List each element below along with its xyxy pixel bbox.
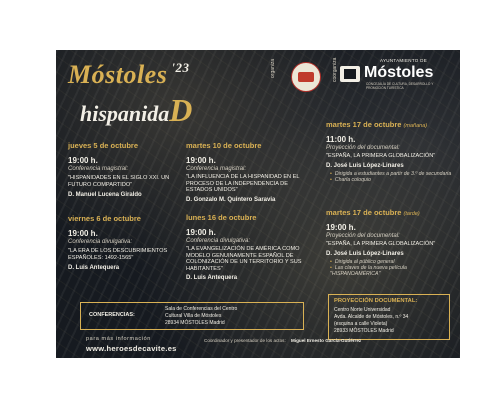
event-time: 19:00 h. (186, 228, 216, 237)
ayto-label: AYUNTAMIENTO DE (380, 58, 428, 63)
event-day: jueves 5 de octubre (68, 141, 139, 150)
title-line2: hispanida (80, 101, 170, 126)
event-day: martes 10 de octubre (186, 141, 262, 150)
event-oct17-afternoon (326, 208, 454, 277)
event-speaker: D. Gonzalo M. Quintero Saravia (186, 196, 276, 203)
title-line1: Móstoles (68, 60, 168, 89)
event-kind: Conferencia magistral: (68, 166, 129, 172)
event-oct10 (186, 141, 308, 203)
event-day (326, 120, 454, 129)
conf-line1: Sala de Conferencias del Centro (165, 306, 238, 312)
event-speaker: D. José Luis López-Linares (326, 250, 404, 257)
event-day-text: martes 17 de octubre (326, 120, 402, 129)
coordinator (204, 338, 361, 343)
event-title: "ESPAÑA, LA PRIMERA GLOBALIZACIÓN" (326, 241, 436, 247)
website-link[interactable]: www.heroesdecavite.es (86, 344, 177, 353)
event-title: "LA INFLUENCIA DE LA HISPANIDAD EN EL PROCESO DE LA INDEPENDENCIA DE ESTADOS UNIDOS" (186, 174, 300, 194)
event-day-note: (mañana) (403, 123, 428, 129)
event-day-text: martes 17 de octubre (326, 208, 402, 217)
event-speaker: D. Luis Antequera (68, 265, 120, 272)
event-time: 19:00 h. (68, 229, 98, 238)
info-label: para más información (86, 336, 151, 342)
event-oct6 (68, 214, 178, 271)
event-title: "LA ERA DE LOS DESCUBRIMIENTOS ESPAÑOLES: 1492-1565" (68, 248, 168, 261)
event-time: 19:00 h. (186, 156, 216, 165)
event-speaker: D. Luis Antequera (186, 275, 238, 282)
event-speaker: D. José Luis López-Linares (326, 162, 404, 169)
event-day: lunes 16 de octubre (186, 213, 257, 222)
event-kind: Conferencia divulgativa: (68, 239, 133, 245)
proj-line2: Avda. Alcalde de Móstoles, n.º 34 (334, 314, 409, 320)
event-note: • Dirigida a estudiantes a partir de 3.º de secundaria (326, 171, 454, 177)
coord-label: Coordinador y presentador de los actos: (204, 338, 286, 343)
event-title: "HISPANIDADES EN EL SIGLO XXI. UN FUTURO COMPARTIDO" (68, 175, 170, 188)
title-hispanidad (80, 92, 192, 129)
proj-line4: 28933 MÓSTOLES Madrid (334, 328, 394, 334)
proj-line3: (esquina a calle Violeta) (334, 321, 388, 327)
event-kind: Proyección del documental: (326, 145, 400, 151)
event-oct5 (68, 141, 178, 198)
event-kind: Conferencia magistral: (186, 166, 247, 172)
event-kind: Conferencia divulgativa: (186, 238, 251, 244)
title-mostoles (68, 60, 189, 90)
coorganiza-label: coorganiza (332, 57, 338, 82)
organiza-label: organiza (270, 58, 276, 78)
proj-label: PROYECCIÓN DOCUMENTAL: (334, 298, 418, 304)
event-day-note: (tarde) (403, 211, 420, 217)
event-note: • Dirigida al público general (326, 259, 454, 265)
event-time: 19:00 h. (326, 223, 356, 232)
conf-line2: Cultural Villa de Móstoles (165, 313, 222, 319)
event-note: • Las claves de la nueva película "HISPANOAMÉRICA" (326, 265, 454, 277)
projection-venue-box (328, 294, 450, 340)
conferences-venue-box (80, 302, 304, 330)
conf-line3: 28934 MÓSTOLES Madrid (165, 320, 225, 326)
event-title: "LA EVANGELIZACIÓN DE AMÉRICA COMO MODELO GENUINAMENTE ESPAÑOL DE COLONIZACIÓN DE UN TERRITORIO Y SUS HABITANTES" (186, 246, 302, 272)
ayto-crest-icon (340, 66, 360, 82)
organizer-seal-icon (291, 62, 321, 92)
event-oct17-morning (326, 120, 454, 183)
event-day: viernes 6 de octubre (68, 214, 141, 223)
ayto-name: Móstoles (364, 64, 434, 81)
event-speaker: D. Manuel Lucena Giraldo (68, 192, 142, 199)
event-time: 11:00 h. (326, 135, 356, 144)
ayto-logo (340, 56, 452, 94)
event-title: "ESPAÑA, LA PRIMERA GLOBALIZACIÓN" (326, 153, 436, 159)
title-year: '23 (171, 60, 190, 75)
ayto-sub: CONCEJALÍA DE CULTURA, DESARROLLO Y PROMOCIÓN TURÍSTICA (366, 82, 434, 90)
event-day (326, 208, 454, 217)
event-kind: Proyección del documental: (326, 233, 400, 239)
proj-line1: Centro Norte Universidad (334, 307, 391, 313)
coord-name: Miguel Ernesto García-Gutiérrez (291, 338, 362, 343)
event-note: • Charla coloquio (326, 177, 454, 183)
event-oct16 (186, 213, 308, 281)
conf-label: CONFERENCIAS: (89, 312, 135, 318)
title-big-d: D (169, 92, 193, 128)
event-time: 19:00 h. (68, 156, 98, 165)
poster (56, 50, 460, 358)
